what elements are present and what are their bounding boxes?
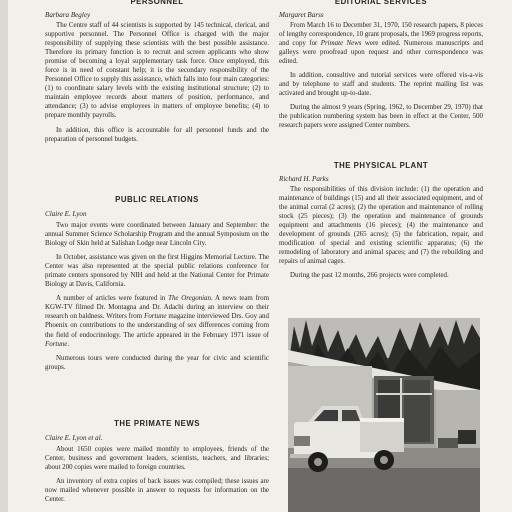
document-page <box>8 0 512 512</box>
text-run: . A news team from KGW-TV filmed Dr. Montagna and Dr. Adachi during an interview on their research on baldness. Writers from <box>45 294 269 321</box>
text-run: . <box>67 339 70 348</box>
text-run: were edited. Numerous manuscripts and galleys were proofread upon request and other correspondence was edited. <box>279 39 484 66</box>
primate-news-heading: THE PRIMATE NEWS <box>114 419 200 428</box>
text-run: magazine interviewed Drs. Goy and Phoenix on contributions to the understanding of sex differences coming from the field of endocrinology. The article appeared in the February 1971 issue of <box>45 312 269 339</box>
public-relations-section <box>45 221 269 372</box>
physical-plant-paragraph: The responsibilities of this division include: (1) the operation and maintenance of buildings (15) and all their associated equipment, and of the animal corral (2 acres); (2) the operation and maintenance of rolling stock (25 pieces); (3) the operation and maintenance of grounds equipment and attachments (16 pieces); (4) the maintenance and development of grounds (265 acres); (5) the fabrication, repair, and modification of special and existing scientific apparatus; (6) the remodeling of laboratory and animal spaces; and (7) the rebuilding and repairs of animal cages. <box>279 185 483 266</box>
primate-news-section <box>45 445 269 504</box>
public-relations-author: Claire E. Lyon <box>45 210 87 218</box>
primate-news-paragraph: An inventory of extra copies of back issues was compiled; these issues are now mailed whenever possible in answer to requests for information on the Center. <box>45 477 269 504</box>
editorial-services-heading: EDITORIAL SERVICES <box>334 0 428 6</box>
text-run: From March 16 to December 31, 1970, 150 research papers, 8 pieces of lengthy correspondence, 10 grant proposals, the 1969 progress reports, and copy for <box>279 21 483 48</box>
public-relations-paragraph <box>45 294 269 348</box>
editorial-paragraph: During the almost 9 years (Spring, 1962, to December 29, 1970) that the publication numbering system has been in effect at the Center, 500 research papers were assigned Center numbers. <box>279 103 483 130</box>
personnel-paragraph: In addition, this office is accountable for all personnel funds and the preparation of personnel budgets. <box>45 125 269 143</box>
publication-title: Fortune <box>45 339 68 348</box>
publication-title: The Oregonian <box>168 294 211 303</box>
physical-plant-author: Richard H. Parks <box>279 175 329 183</box>
public-relations-paragraph: In October, assistance was given on the first Higgins Memorial Lecture. The Center was also represented at the special public relations conference for primate centers sponsored by NIH and held at the National Center for Primate Biology at Davis, California. <box>45 253 269 289</box>
personnel-section <box>45 21 269 144</box>
physical-plant-paragraph: During the past 12 months, 266 projects were completed. <box>290 271 449 280</box>
personnel-author: Barbara Begley <box>45 11 91 19</box>
primate-news-author: Claire E. Lyon et al. <box>45 434 103 442</box>
editorial-paragraph: In addition, consultive and tutorial services were offered vis-a-vis and by telephone to staff and students. The reprint mailing list was activated and brought up-to-date. <box>279 71 483 98</box>
photo-image <box>288 318 480 512</box>
public-relations-paragraph: Numerous tours were conducted during the year for civic and scientific groups. <box>45 353 269 371</box>
text-run: A number of articles were featured in <box>56 294 169 303</box>
public-relations-heading: PUBLIC RELATIONS <box>115 195 199 204</box>
editorial-paragraph <box>279 21 483 66</box>
publication-title: Fortune <box>144 312 167 321</box>
primate-news-paragraph: About 1650 copies were mailed monthly to employees, friends of the Center, business and government leaders, scientists, teachers, and libraries; about 200 copies were mailed to foreign countries. <box>45 445 269 472</box>
editorial-services-author: Margaret Barss <box>279 11 324 19</box>
physical-plant-section <box>279 185 483 280</box>
personnel-heading: PERSONNEL <box>130 0 184 6</box>
building-and-truck-photo <box>288 318 480 512</box>
publication-title: Primate News <box>320 39 362 48</box>
physical-plant-heading: THE PHYSICAL PLANT <box>333 161 429 170</box>
editorial-services-section <box>279 21 483 131</box>
public-relations-paragraph: Two major events were coordinated between January and September: the annual Summer Science Scholarship Program and the annual Symposium on the Biology of Skin held at Salishan Lodge near Lincoln City. <box>45 221 269 248</box>
personnel-paragraph: The Centre staff of 44 scientists is supported by 145 technical, clerical, and supportive personnel. The Personnel Office is charged with the major responsibility of supplying these scientists with the best possible assistance. Therefore its primary function is to recruit and screen applicants who show promise of becoming a loyal supplementary task force. Once employed, this force is in need of constant help; it is the secondary responsibility of the Personnel Office to supply this assistance, which falls into four main categories: (1) to coordinate salary levels with the existing institutional structure; (2) to maintain employee records about matters of position, performance, and attendance; (3) to advise employees in matters of employee benefits; (4) to prepare monthly payrolls. <box>45 21 269 120</box>
